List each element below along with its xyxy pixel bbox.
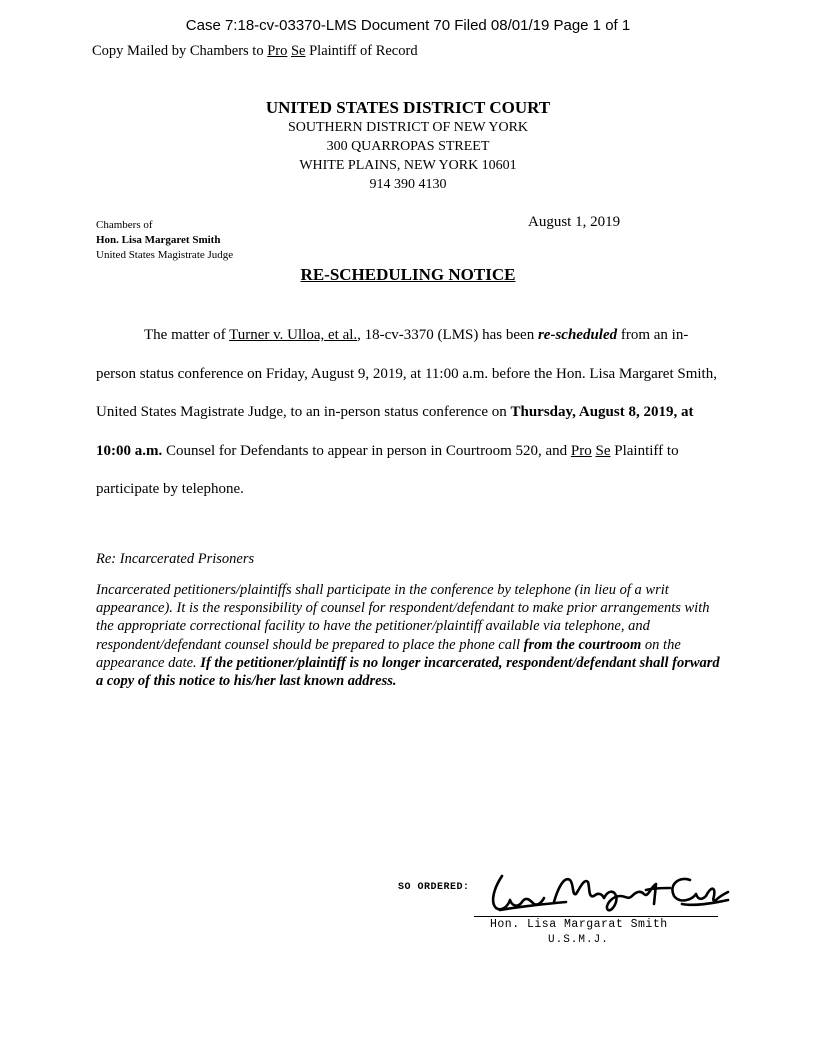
chambers-judge: Hon. Lisa Margaret Smith — [96, 234, 221, 246]
body-paragraph — [96, 316, 718, 509]
filing-header: Case 7:18-cv-03370-LMS Document 70 Filed 08/01/19 Page 1 of 1 — [185, 17, 631, 34]
court-city: WHITE PLAINS, NEW YORK 10601 — [299, 158, 517, 173]
mail-note-prefix: Copy Mailed by Chambers to — [92, 43, 268, 59]
court-street: 300 QUARROPAS STREET — [326, 139, 490, 154]
mail-note-pro: Pro — [267, 43, 288, 59]
court-phone: 914 390 4130 — [369, 177, 447, 192]
body-pro: Pro — [570, 442, 592, 459]
rescheduled-emphasis: re-scheduled — [537, 327, 618, 343]
incarcerated-bold-2: If the petitioner/plaintiff is no longer incarcerated, respondent/defendant shall forward a copy of this notice to his/her last known address. — [96, 654, 720, 690]
notice-title: RE-SCHEDULING NOTICE — [300, 265, 516, 284]
incarcerated-bold-1: from the courtroom — [523, 636, 642, 653]
case-name: Turner v. Ulloa, et al. — [229, 327, 358, 343]
mail-note — [92, 43, 418, 60]
body-text-2: , 18-cv-3370 (LMS) has been — [357, 327, 538, 343]
body-text-1: The matter of — [144, 327, 230, 343]
court-district: SOUTHERN DISTRICT OF NEW YORK — [287, 120, 529, 135]
chambers-title: United States Magistrate Judge — [96, 249, 234, 261]
incarcerated-heading: Re: Incarcerated Prisoners — [96, 551, 255, 567]
body-se: Se — [595, 442, 611, 459]
mail-note-se: Se — [290, 43, 306, 59]
mail-note-suffix: Plaintiff of Record — [305, 43, 418, 59]
incarcerated-paragraph — [96, 581, 720, 690]
judge-name: Hon. Lisa Margarat Smith — [490, 918, 668, 931]
judge-signature — [484, 866, 732, 918]
notice-date: August 1, 2019 — [528, 214, 621, 230]
so-ordered-label: SO ORDERED: — [398, 882, 470, 893]
body-text-5: Plaintiff to participate by telephone. — [96, 442, 679, 497]
judge-title: U.S.M.J. — [548, 934, 609, 946]
body-text-3: from an in-person status conference on Friday, August 9, 2019, at 11:00 a.m. before the Hon. Lisa Margaret Smith, United States Magistrate Judge, to an in-person status conference on — [96, 327, 717, 420]
chambers-label: Chambers of — [96, 219, 153, 231]
signature-line — [474, 916, 718, 917]
new-date: Thursday, August 8, 2019, at 10:00 a.m. — [96, 404, 694, 459]
body-text-4: Counsel for Defendants to appear in person in Courtroom 520, and — [162, 442, 571, 459]
incarcerated-text-2: on the appearance date. — [96, 636, 681, 671]
incarcerated-text-1: Incarcerated petitioners/plaintiffs shall participate in the conference by telephone (in lieu of a writ appearance). It is the responsibility of counsel for respondent/defendant to make prior arrangements with the appropriate correctional facility to have the petitioner/plaintiff available via telephone, and respondent/defendant counsel should be prepared to place the phone call — [96, 582, 710, 653]
court-title: UNITED STATES DISTRICT COURT — [265, 98, 551, 117]
